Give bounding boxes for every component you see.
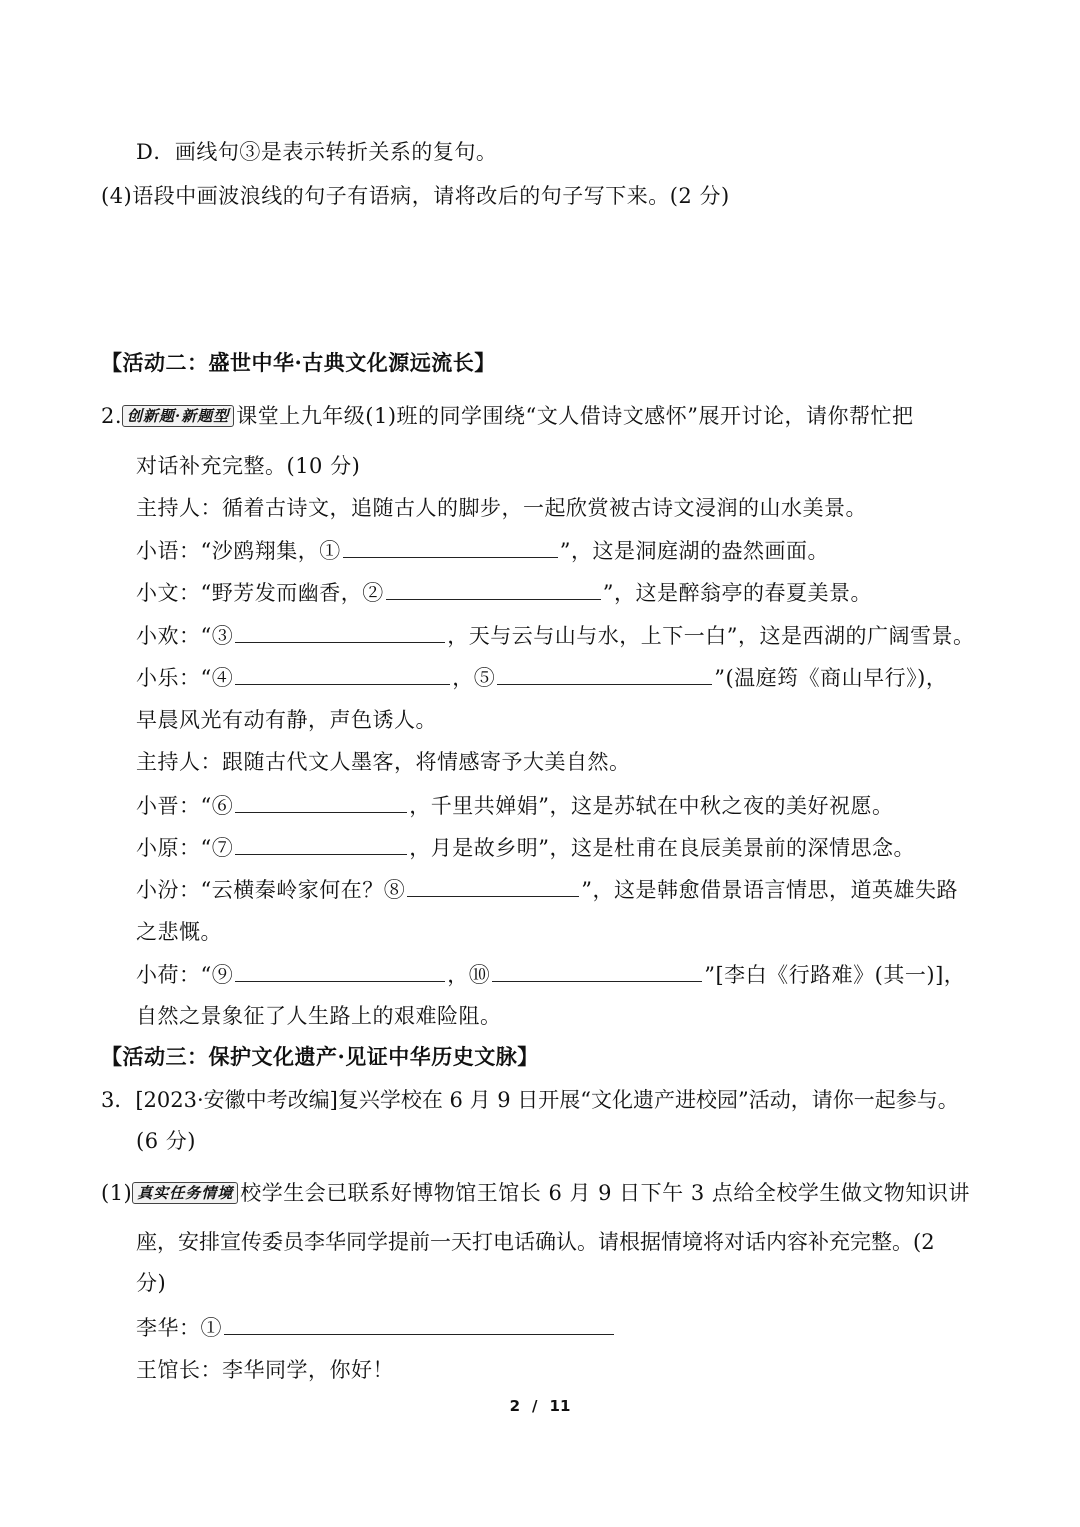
sub1-number: (1) <box>101 1181 133 1205</box>
xiaohe-line-2: 自然之景象征了人生路上的艰难险阻。 <box>136 1004 502 1028</box>
question-1-sub4: (4)语段中画波浪线的句子有语病，请将改后的句子写下来。(2 分) <box>101 184 730 208</box>
xiaojin-text: 小晋：“⑥ <box>136 794 234 818</box>
answer-blank-1[interactable] <box>343 535 558 558</box>
xiaofen-line <box>136 874 958 905</box>
answer-blank-8[interactable] <box>407 874 579 897</box>
lihua-text: 李华：① <box>136 1316 222 1340</box>
innovation-badge: 创新题·新题型 <box>122 405 234 427</box>
question-2-line2: 对话补充完整。(10 分) <box>136 454 361 478</box>
answer-blank-3[interactable] <box>235 620 445 643</box>
xiaohuan-line <box>136 620 974 651</box>
activity2-heading: 【活动二：盛世中华·古典文化源远流长】 <box>101 350 496 375</box>
question-3-line2: (6 分) <box>136 1129 196 1153</box>
xiaowen-text-end: ”，这是醉翁亭的春夏美景。 <box>602 581 872 605</box>
sub1-line3: 分) <box>136 1271 167 1295</box>
xiaowen-line <box>136 577 872 608</box>
answer-blank-5[interactable] <box>497 662 712 685</box>
xiaole-line-2: 早晨风光有动有静，声色诱人。 <box>136 708 437 732</box>
question-2-line1 <box>101 401 914 431</box>
xiaohuan-text: 小欢：“③ <box>136 624 234 648</box>
sub1-line1 <box>101 1178 970 1208</box>
sub1-line2: 座，安排宣传委员李华同学提前一天打电话确认。请根据情境将对话内容补充完整。(2 <box>136 1230 935 1254</box>
xiaowen-text: 小文：“野芳发而幽香，② <box>136 581 384 605</box>
answer-blank-6[interactable] <box>235 790 407 813</box>
xiaohuan-text-end: ，天与云与山与水，上下一白”，这是西湖的广阔雪景。 <box>447 624 975 648</box>
answer-blank-2[interactable] <box>386 577 601 600</box>
question-2-number: 2. <box>101 404 123 428</box>
xiaoyu-text: 小语：“沙鸥翔集，① <box>136 539 341 563</box>
xiaoyuan-text: 小原：“⑦ <box>136 836 234 860</box>
xiaofen-line-2: 之悲慨。 <box>136 920 222 944</box>
xiaole-text: 小乐：“④ <box>136 666 234 690</box>
question-3-line1: 3．[2023·安徽中考改编]复兴学校在 6 月 9 日开展“文化遗产进校园”活动，请你一起参与。 <box>101 1088 959 1112</box>
xiaojin-text-end: ，千里共婵娟”，这是苏轼在中秋之夜的美好祝愿。 <box>409 794 894 818</box>
page-separator: / <box>532 1397 538 1415</box>
sub1-text-1: 校学生会已联系好博物馆王馆长 6 月 9 日下午 3 点给全校学生做文物知识讲 <box>240 1181 970 1205</box>
answer-blank-4[interactable] <box>235 662 450 685</box>
xiaoyuan-line <box>136 832 915 863</box>
wang-line: 王馆长：李华同学，你好！ <box>136 1358 394 1382</box>
answer-blank-7[interactable] <box>235 832 407 855</box>
lihua-line <box>136 1312 616 1343</box>
xiaoyuan-text-end: ，月是故乡明”，这是杜甫在良辰美景前的深情思念。 <box>409 836 915 860</box>
xiaole-line <box>136 662 947 693</box>
xiaohe-text-end: ”[李白《行路难》(其一)]， <box>704 963 966 987</box>
option-d: D．画线句③是表示转折关系的复句。 <box>136 140 498 164</box>
xiaole-text-end: ”(温庭筠《商山早行》)， <box>714 666 948 690</box>
xiaohe-line <box>136 959 965 990</box>
real-task-badge: 真实任务情境 <box>132 1182 238 1204</box>
xiaole-text-mid: ，⑤ <box>452 666 496 690</box>
answer-blank-9[interactable] <box>235 959 445 982</box>
answer-blank-lihua[interactable] <box>224 1312 614 1335</box>
xiaoyu-text-end: ”，这是洞庭湖的盎然画面。 <box>559 539 829 563</box>
xiaofen-text-end: ”，这是韩愈借景语言情思，道英雄失路 <box>581 878 958 902</box>
page-number <box>0 1397 1080 1415</box>
xiaoyu-line <box>136 535 829 566</box>
host-line-2: 主持人：跟随古代文人墨客，将情感寄予大美自然。 <box>136 750 631 774</box>
xiaohe-text-mid: ，⑩ <box>447 963 491 987</box>
xiaofen-text: 小汾：“云横秦岭家何在？⑧ <box>136 878 406 902</box>
activity3-heading: 【活动三：保护文化遗产·见证中华历史文脉】 <box>101 1044 539 1069</box>
page-total: 11 <box>549 1397 571 1415</box>
answer-blank-10[interactable] <box>492 959 702 982</box>
page-current: 2 <box>509 1397 521 1415</box>
host-line-1: 主持人：循着古诗文，追随古人的脚步，一起欣赏被古诗文浸润的山水美景。 <box>136 496 867 520</box>
xiaohe-text: 小荷：“⑨ <box>136 963 234 987</box>
xiaojin-line <box>136 790 893 821</box>
question-2-stem: 课堂上九年级(1)班的同学围绕“文人借诗文感怀”展开讨论，请你帮忙把 <box>236 404 914 428</box>
